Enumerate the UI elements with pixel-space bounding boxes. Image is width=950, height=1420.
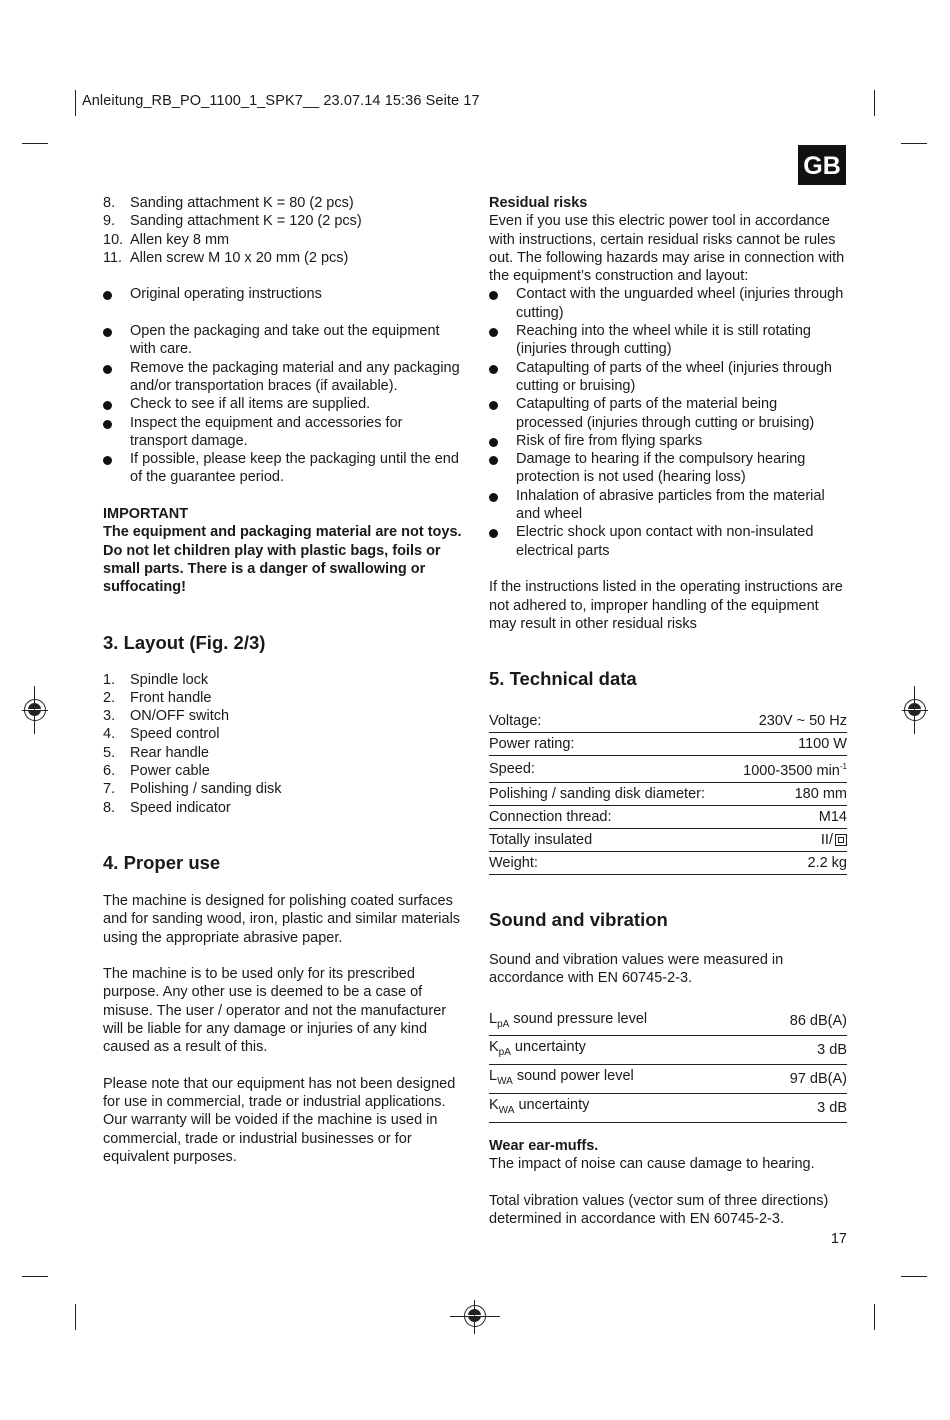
table-row: $L_{WA}$ sound power level 97 dB(A) [489,1065,847,1094]
crop-mark [901,1276,927,1277]
list-item: 7. Polishing / sanding disk [103,781,282,798]
residual-risks-list [489,285,847,559]
crop-mark [75,1304,76,1330]
left-column [103,194,463,1166]
list-item: 8. Sanding attachment K = 80 (2 pcs) [103,195,354,211]
list-item: Original operating instructions [103,285,463,303]
list-item: Inhalation of abrasive particles from the material and wheel [489,487,847,524]
crop-mark [874,90,875,116]
list-item: Risk of fire from flying sparks [489,432,847,450]
list-item: Open the packaging and take out the equipment with care. [103,322,463,359]
table-row: Power rating: 1100 W [489,733,847,756]
list-item: 2. Front handle [103,689,212,706]
table-row: $K_{WA}$ uncertainty 3 dB [489,1094,847,1123]
list-item: Contact with the unguarded wheel (injuries through cutting) [489,285,847,322]
registration-line [474,1300,475,1334]
important-text: The equipment and packaging material are not toys. Do not let children play with plastic bags, foils or small parts. There is a danger of swallowing or suffocating! [103,524,462,596]
table-row: Polishing / sanding disk diameter: 180 mm [489,782,847,805]
list-item: Catapulting of parts of the material being processed (injuries through cutting or bruising) [489,395,847,432]
table-row: Totally insulated II/ [489,828,847,851]
table-row: $L_{pA}$ sound pressure level 86 dB(A) [489,1008,847,1036]
table-row: Weight: 2.2 kg [489,851,847,874]
section-heading-layout: 3. Layout (Fig. 2/3) [103,631,266,653]
list-item: Check to see if all items are supplied. [103,395,463,413]
registration-mark-icon [464,1305,486,1327]
list-item: If possible, please keep the packaging until the end of the guarantee period. [103,450,463,487]
paragraph: The impact of noise can cause damage to hearing. [489,1156,815,1173]
list-item: 6. Power cable [103,763,210,780]
sound-values-table [489,1008,847,1124]
crop-mark [874,1304,875,1330]
right-column [489,194,847,1229]
unpacking-list [103,322,463,487]
table-row: Connection thread: M14 [489,805,847,828]
list-item: 11. Allen screw M 10 x 20 mm (2 pcs) [103,249,349,266]
layout-list [103,671,463,817]
crop-mark [22,1276,48,1277]
list-item: 10. Allen key 8 mm [103,231,230,248]
paragraph: The machine is designed for polishing coated surfaces and for sanding wood, iron, plastic and similar materials using the appropriate abrasive paper. [103,892,461,946]
ear-muffs-title: Wear ear-muffs. [489,1138,599,1155]
table-row: Speed: 1000-3500 $\min^{-1}$ [489,756,847,783]
registration-mark-icon [24,699,46,721]
page-number: 17 [830,1231,847,1247]
crop-mark [75,90,76,116]
list-item: Reaching into the wheel while it is still rotating (injuries through cutting) [489,322,847,359]
section-heading-technical-data: 5. Technical data [489,668,637,690]
crop-mark [22,143,48,144]
protection-class-icon [835,834,847,846]
paragraph: The machine is to be used only for its prescribed purpose. Any other use is deemed to be a case of misuse. The user / operator and not the manufacturer will be liable for any damage or injuries of any kind caused as a result of this. [103,966,447,1056]
list-item: 8. Speed indicator [103,799,231,816]
list-item: 9. Sanding attachment K = 120 (2 pcs) [103,213,362,230]
technical-data-table [489,710,847,875]
residual-risks-title: Residual risks [489,195,588,211]
list-item: Remove the packaging material and any packaging and/or transportation braces (if available). [103,359,463,396]
table-row: Voltage: 230V ~ 50 Hz [489,710,847,733]
registration-line [914,686,915,734]
list-item: 3. ON/OFF switch [103,708,230,725]
list-item: 1. Spindle lock [103,671,209,688]
list-item: 5. Rear handle [103,744,209,761]
registration-line [34,686,35,734]
parts-list [103,194,463,267]
crop-mark [901,143,927,144]
list-item: Inspect the equipment and accessories for transport damage. [103,414,463,451]
paragraph: Even if you use this electric power tool in accordance with instructions, certain residual risks cannot be rules out. The following hazards may arise in connection with the equipment’s construction and layout: [489,213,845,285]
list-item: Electric shock upon contact with non-insulated electrical parts [489,523,847,560]
table-row: $K_{pA}$ uncertainty 3 dB [489,1036,847,1065]
language-badge: GB [798,145,846,185]
section-heading-proper-use: 4. Proper use [103,851,221,873]
paragraph: Please note that our equipment has not been designed for use in commercial, trade or industrial applications. Our warranty will be voided if the machine is used in commercial, trade or industrial businesses or for equivalent purposes. [103,1075,456,1166]
print-header: Anleitung_RB_PO_1100_1_SPK7__ 23.07.14 15:36 Seite 17 [82,93,480,109]
paragraph: Total vibration values (vector sum of three directions) determined in accordance with EN 60745-2-3. [489,1193,829,1228]
list-item: 4. Speed control [103,726,220,743]
section-heading-sound: Sound and vibration [489,908,668,930]
doc-bullet-list [103,285,463,303]
paragraph: If the instructions listed in the operating instructions are not adhered to, improper handling of the equipment may result in other residual risks [489,579,843,632]
registration-mark-icon [904,699,926,721]
list-item: Damage to hearing if the compulsory hearing protection is not used (hearing loss) [489,450,847,487]
important-title: IMPORTANT [103,506,189,523]
list-item: Catapulting of parts of the wheel (injuries through cutting or bruising) [489,359,847,396]
paragraph: Sound and vibration values were measured in accordance with EN 60745-2-3. [489,951,784,987]
